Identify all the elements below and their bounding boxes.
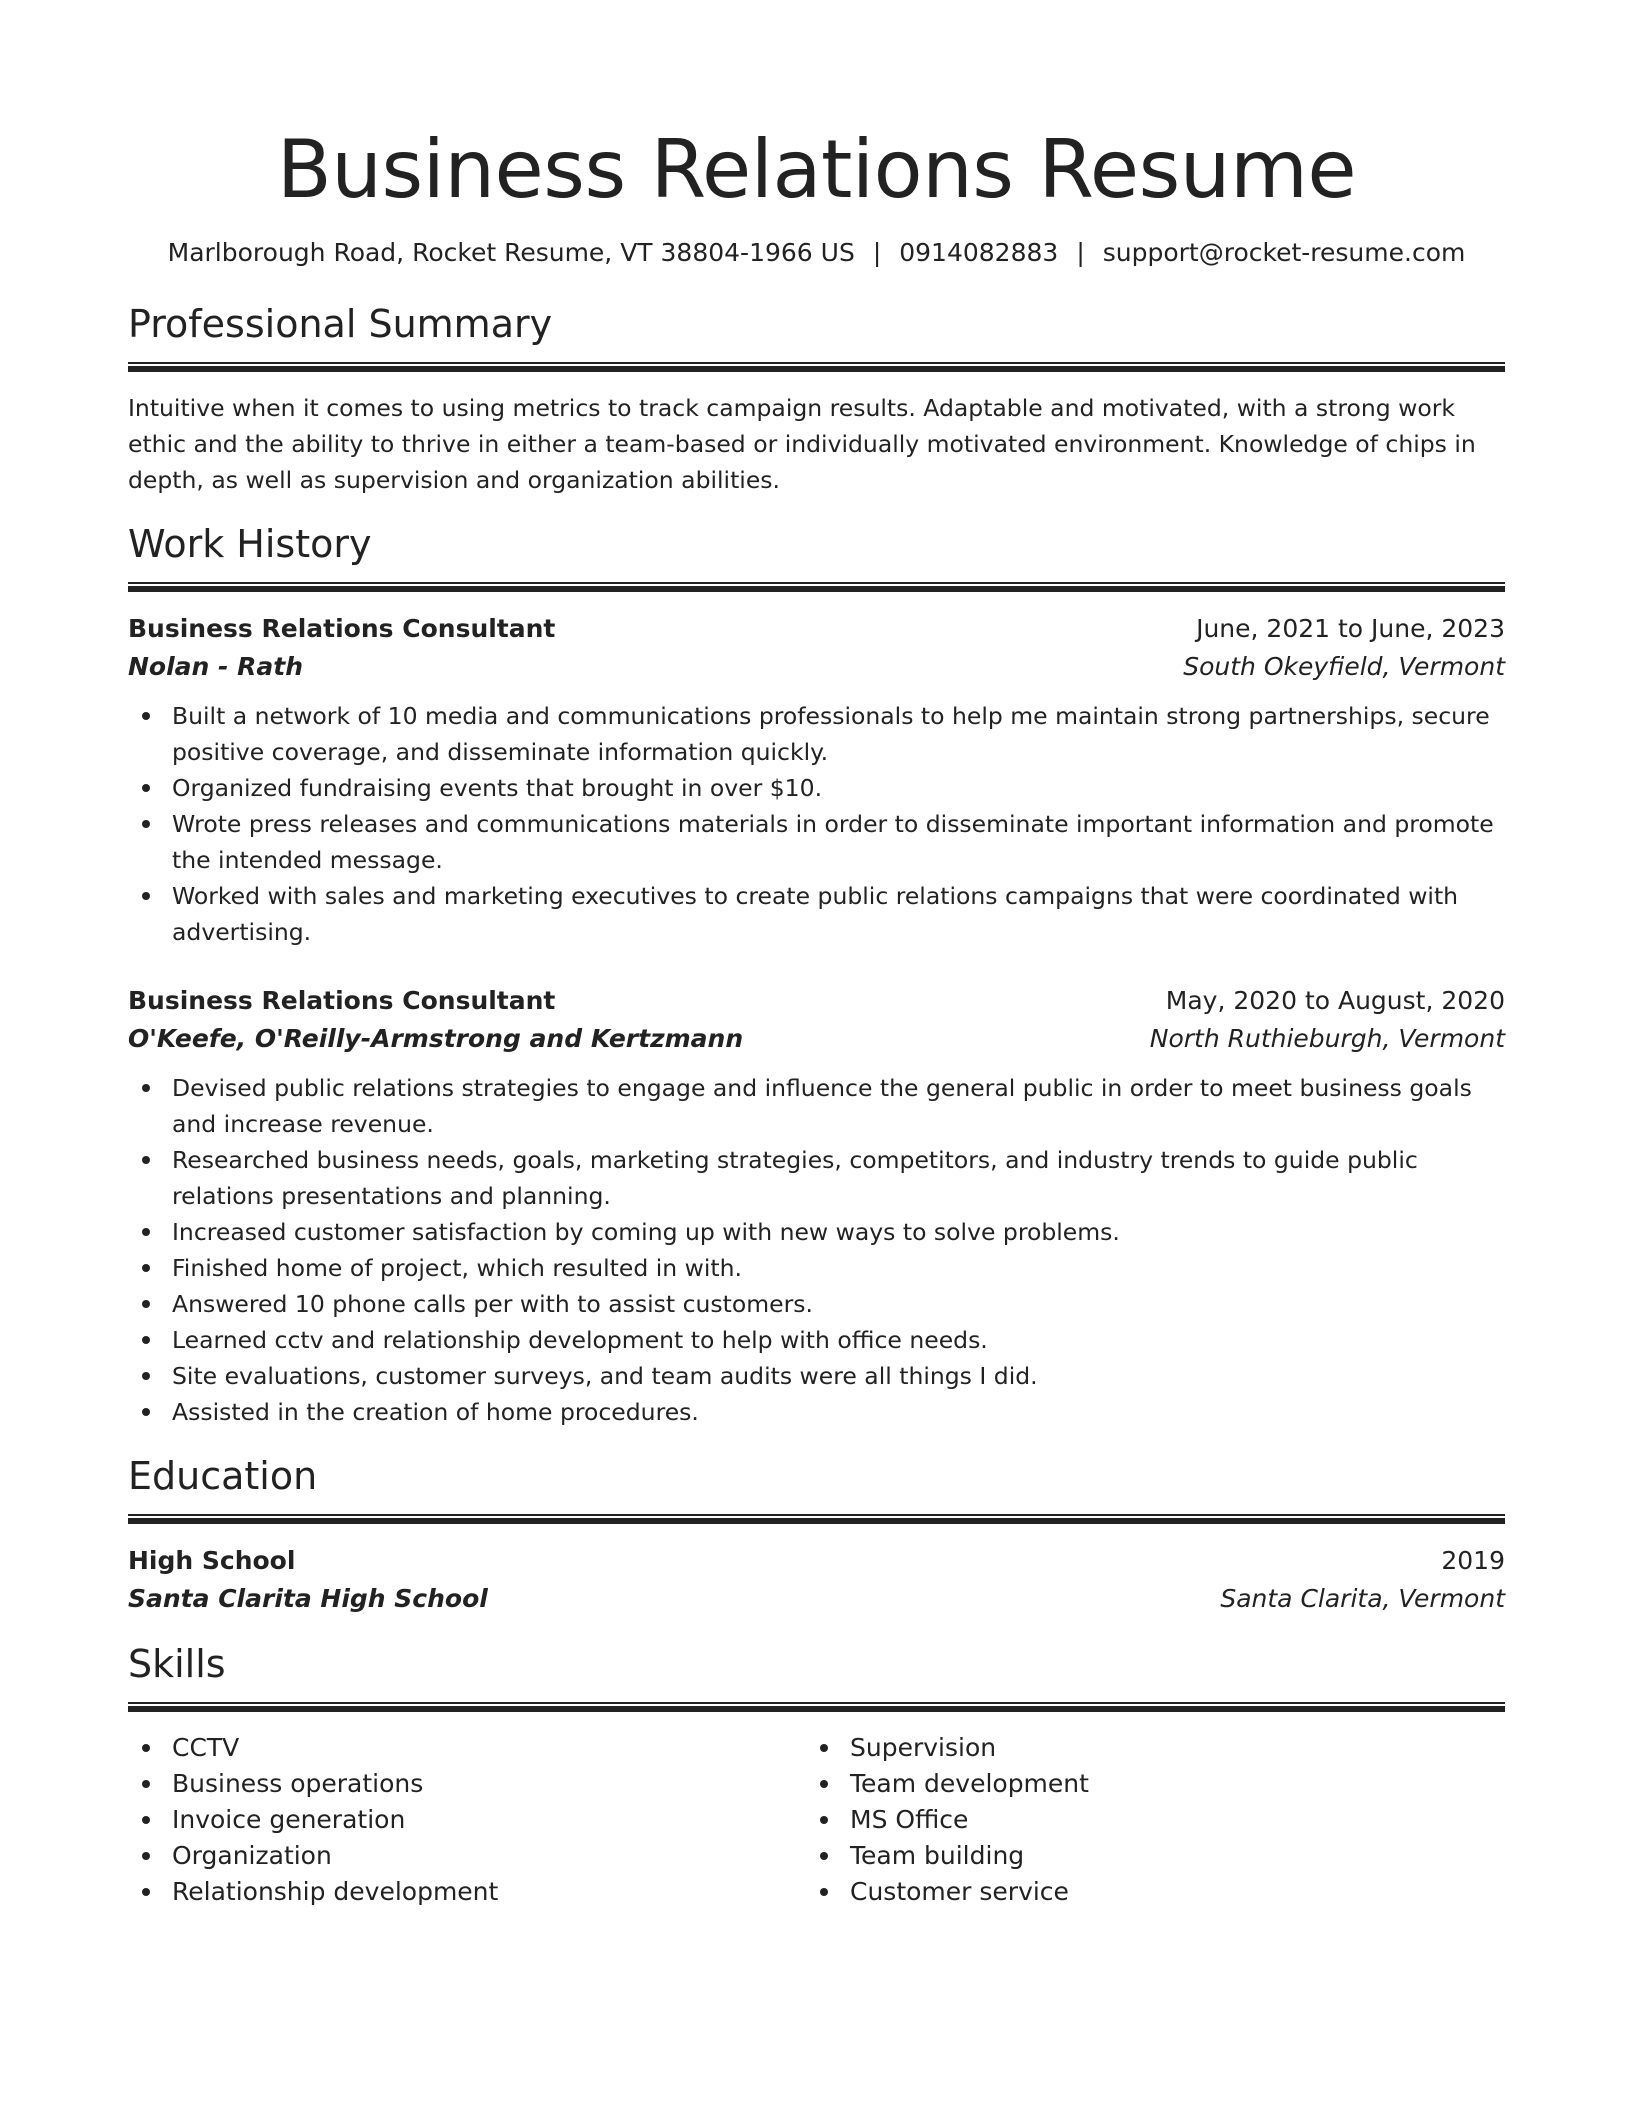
job-location: North Ruthieburgh, Vermont (1149, 1024, 1505, 1053)
job-dates: May, 2020 to August, 2020 (1165, 986, 1505, 1015)
education-school-row (128, 1580, 1505, 1618)
job-location: South Okeyfield, Vermont (1183, 652, 1505, 681)
list-item: Wrote press releases and communications materials in order to disseminate important information and promote the intended message. (128, 806, 1505, 878)
job-bullets (128, 1070, 1505, 1430)
job-header-row (128, 982, 1505, 1020)
section-divider (128, 1702, 1505, 1712)
summary-text: Intuitive when it comes to using metrics to track campaign results. Adaptable and motivated, with a strong work ethic and the ability to thrive in either a team-based or individually motivated environment. Knowledge of chips in depth, as well as supervision and organization abilities. (128, 394, 1476, 494)
section-title-skills: Skills (128, 1642, 226, 1686)
job-company: O'Keefe, O'Reilly-Armstrong and Kertzmann (128, 1024, 744, 1053)
skills-left-list (128, 1730, 806, 1910)
education-section (128, 1452, 1505, 1618)
section-title-summary: Professional Summary (128, 302, 553, 346)
job-company: Nolan - Rath (128, 652, 303, 681)
job-company-row (128, 1020, 1505, 1058)
education-location: Santa Clarita, Vermont (1220, 1584, 1505, 1613)
list-item: Answered 10 phone calls per with to assist customers. (128, 1286, 1505, 1322)
skill-item: CCTV (128, 1730, 806, 1766)
job-entry (128, 610, 1505, 950)
skill-item: Supervision (806, 1730, 1484, 1766)
section-divider (128, 582, 1505, 592)
section-divider (128, 362, 1505, 372)
section-title-work: Work History (128, 522, 372, 566)
job-dates: June, 2021 to June, 2023 (1196, 614, 1505, 643)
skill-item: Relationship development (128, 1874, 806, 1910)
list-item: Assisted in the creation of home procedures. (128, 1394, 1505, 1430)
job-entry (128, 982, 1505, 1430)
skill-item: Organization (128, 1838, 806, 1874)
list-item: Worked with sales and marketing executives to create public relations campaigns that were coordinated with advertising. (128, 878, 1505, 950)
skills-section (128, 1640, 1505, 1910)
job-bullets (128, 698, 1505, 950)
skills-columns (128, 1730, 1505, 1910)
contact-phone: 0914082883 (899, 238, 1059, 267)
contact-address: Marlborough Road, Rocket Resume, VT 38804-1966 US (167, 238, 855, 267)
job-company-row (128, 648, 1505, 686)
resume-title: Business Relations Resume (276, 123, 1357, 216)
section-divider (128, 1514, 1505, 1524)
skill-item: Team development (806, 1766, 1484, 1802)
list-item: Finished home of project, which resulted in with. (128, 1250, 1505, 1286)
skill-item: Customer service (806, 1874, 1484, 1910)
education-header-row (128, 1542, 1505, 1580)
education-degree: High School (128, 1546, 296, 1575)
list-item: Organized fundraising events that brought in over $10. (128, 770, 1505, 806)
skill-item: Team building (806, 1838, 1484, 1874)
job-position: Business Relations Consultant (128, 614, 556, 643)
work-section (128, 520, 1505, 1430)
contact-separator: | (872, 238, 882, 267)
list-item: Increased customer satisfaction by coming up with new ways to solve problems. (128, 1214, 1505, 1250)
skill-item: Invoice generation (128, 1802, 806, 1838)
section-title-education: Education (128, 1454, 318, 1498)
contact-line (128, 236, 1505, 270)
list-item: Site evaluations, customer surveys, and team audits were all things I did. (128, 1358, 1505, 1394)
summary-section (128, 300, 1505, 498)
contact-email: support@rocket-resume.com (1102, 238, 1466, 267)
skills-right-list (806, 1730, 1484, 1910)
skill-item: Business operations (128, 1766, 806, 1802)
job-header-row (128, 610, 1505, 648)
job-position: Business Relations Consultant (128, 986, 556, 1015)
list-item: Learned cctv and relationship development to help with office needs. (128, 1322, 1505, 1358)
education-school: Santa Clarita High School (128, 1584, 488, 1613)
skill-item: MS Office (806, 1802, 1484, 1838)
education-year: 2019 (1441, 1546, 1505, 1575)
contact-separator: | (1076, 238, 1085, 267)
list-item: Devised public relations strategies to engage and influence the general public in order to meet business goals and increase revenue. (128, 1070, 1505, 1142)
list-item: Built a network of 10 media and communications professionals to help me maintain strong partnerships, secure positive coverage, and disseminate information quickly. (128, 698, 1505, 770)
list-item: Researched business needs, goals, marketing strategies, competitors, and industry trends to guide public relations presentations and planning. (128, 1142, 1505, 1214)
resume-page (128, 0, 1505, 1910)
